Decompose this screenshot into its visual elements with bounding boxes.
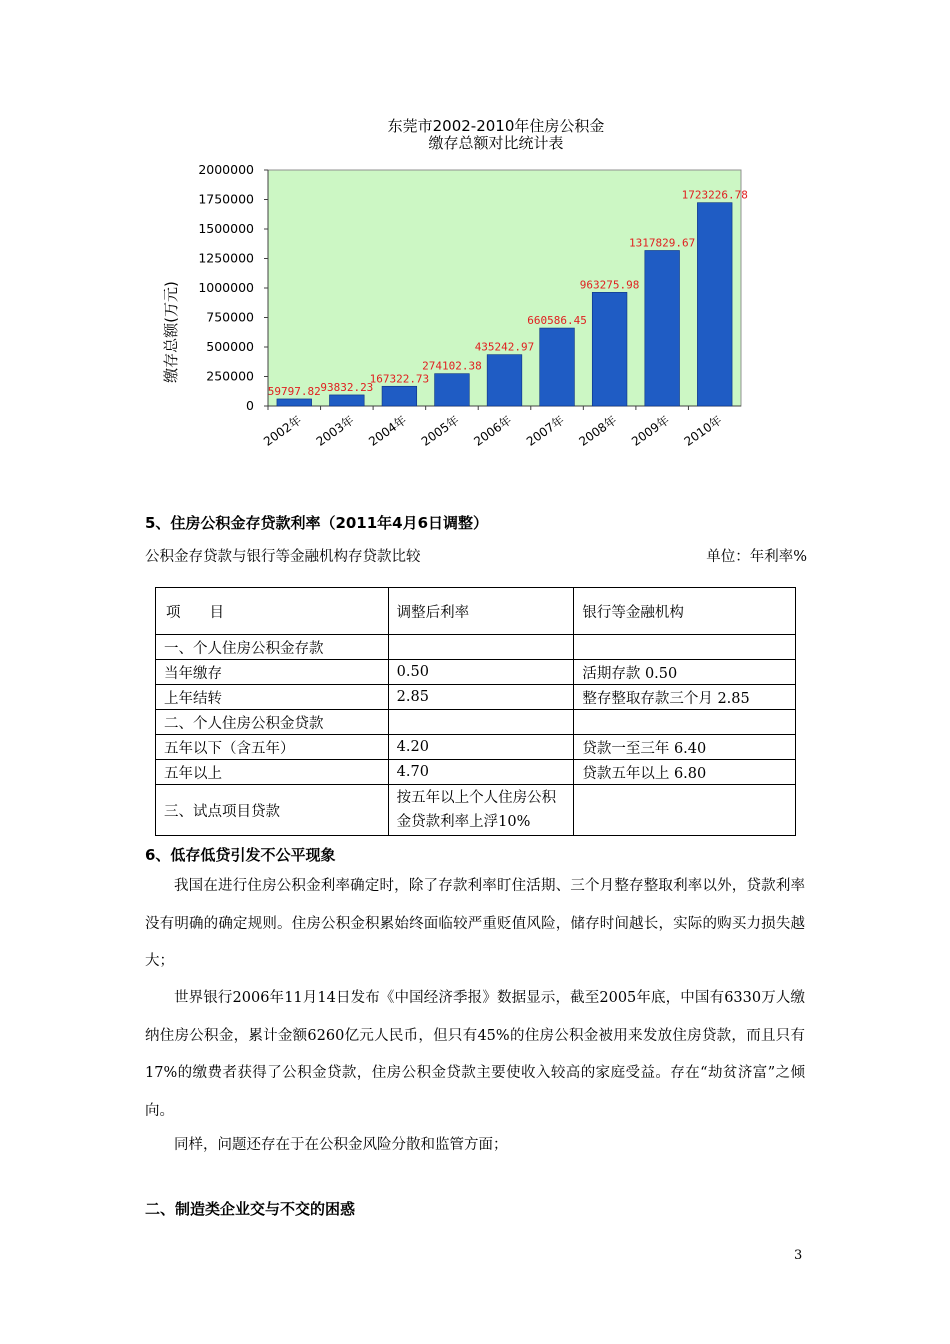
bar [382,386,417,406]
y-tick-label: 750000 [206,309,254,325]
table-cell: 2.85 [388,685,574,710]
paragraph-1: 我国在进行住房公积金利率确定时，除了存款利率盯住活期、三个月整存整取利率以外，贷款利率没有明确的确定规则。住房公积金积累始终面临较严重贬值风险，储存时间越长，实际的购买力损失越大； [145,878,805,969]
table-cell: 整存整取存款三个月 2.85 [574,685,796,710]
chart-subtitle: 缴存总额对比统计表 [428,134,564,152]
section-6-heading: 6、低存低贷引发不公平现象 [145,846,336,864]
data-label: 59797.82 [267,384,321,398]
table-row [156,710,796,735]
table-cell [574,710,796,735]
x-tick-label: 2004年 [366,412,410,449]
y-tick-label: 1750000 [198,191,254,207]
x-tick-label: 2003年 [313,412,357,449]
table-cell [574,635,796,660]
bar [540,328,575,406]
table-cell: 4.70 [388,760,574,785]
chart-title: 东莞市2002-2010年住房公积金 [387,117,605,135]
bar [697,203,732,406]
table-cell: 活期存款 0.50 [574,660,796,685]
section-two-heading: 二、制造类企业交与不交的困惑 [145,1200,356,1218]
y-tick-label: 250000 [206,368,254,384]
data-label: 274102.38 [422,359,482,373]
rate-table [155,587,796,836]
y-tick-label: 1500000 [198,221,254,236]
data-label: 1723226.78 [681,188,748,202]
y-tick-label: 2000000 [198,162,254,177]
bar [277,399,312,406]
table-cell: 一、个人住房公积金存款 [156,635,389,660]
bar [435,374,470,406]
x-tick-label: 2006年 [471,412,515,449]
y-tick-label: 500000 [206,339,254,354]
data-label: 1317829.67 [629,236,696,250]
table-row [156,660,796,685]
table-cell: 二、个人住房公积金贷款 [156,710,389,735]
table-cell [388,710,574,735]
section-5-heading: 5、住房公积金存贷款利率（2011年4月6日调整） [145,514,489,532]
x-tick-label: 2002年 [261,412,304,449]
x-tick-label: 2008年 [576,412,620,449]
data-label: 435242.97 [474,340,535,354]
header-cell: 银行等金融机构 [574,588,796,635]
table-cell: 上年结转 [156,685,389,710]
table-caption: 公积金存贷款与银行等金融机构存贷款比较 [145,549,421,565]
table-header-row [156,588,796,635]
table-row [156,735,796,760]
paragraph-2: 世界银行2006年11月14日发布《中国经济季报》数据显示，截至2005年底，中国有6330万人缴纳住房公积金，累计金额6260亿元人民币，但只有45%的住房公积金被用来发放住房贷款，而且只有17%的缴费者获得了公积金贷款，住房公积金贷款主要使收入较高的家庭受益。存在“劫贫济富”之倾向。 [145,990,805,1119]
table-unit: 单位：年利率% [706,549,807,565]
x-tick-label: 2009年 [629,412,672,449]
table-cell: 贷款一至三年 6.40 [574,735,796,760]
bar [645,250,680,406]
data-label: 93832.23 [320,380,374,394]
table-cell: 4.20 [388,735,574,760]
table-cell: 五年以上 [156,760,389,785]
x-tick-label: 2010年 [681,412,725,449]
table-cell: 0.50 [388,660,574,685]
page-number: 3 [794,1248,803,1263]
x-tick-label: 2007年 [523,412,567,449]
table-cell [388,635,574,660]
table-cell [574,785,796,836]
data-label: 167322.73 [369,372,430,386]
table-row [156,635,796,660]
y-tick-label: 0 [246,398,254,413]
table-row [156,685,796,710]
y-tick-label: 1250000 [198,250,254,266]
table-cell: 当年缴存 [156,660,389,685]
x-tick-label: 2005年 [418,412,462,449]
chart-svg [150,110,770,480]
y-axis-label: 缴存总额(万元) [162,281,180,383]
data-label: 963275.98 [579,278,640,292]
table-cell: 三、试点项目贷款 [156,785,389,836]
table-row [156,785,796,836]
y-tick-label: 1000000 [198,280,254,295]
header-cell: 调整后利率 [388,588,574,635]
paragraph-3: 同样，问题还存在于在公积金风险分散和监管方面； [174,1137,508,1153]
bar [329,395,364,406]
data-label: 660586.45 [527,314,587,328]
table-cell: 五年以下（含五年） [156,735,389,760]
bar [487,355,522,406]
table-row [156,760,796,785]
table-cell: 贷款五年以上 6.80 [574,760,796,785]
table-cell: 按五年以上个人住房公积金贷款利率上浮10% [388,785,574,836]
bar [592,292,627,406]
header-cell: 项 目 [156,588,389,635]
bar-chart [150,110,770,480]
